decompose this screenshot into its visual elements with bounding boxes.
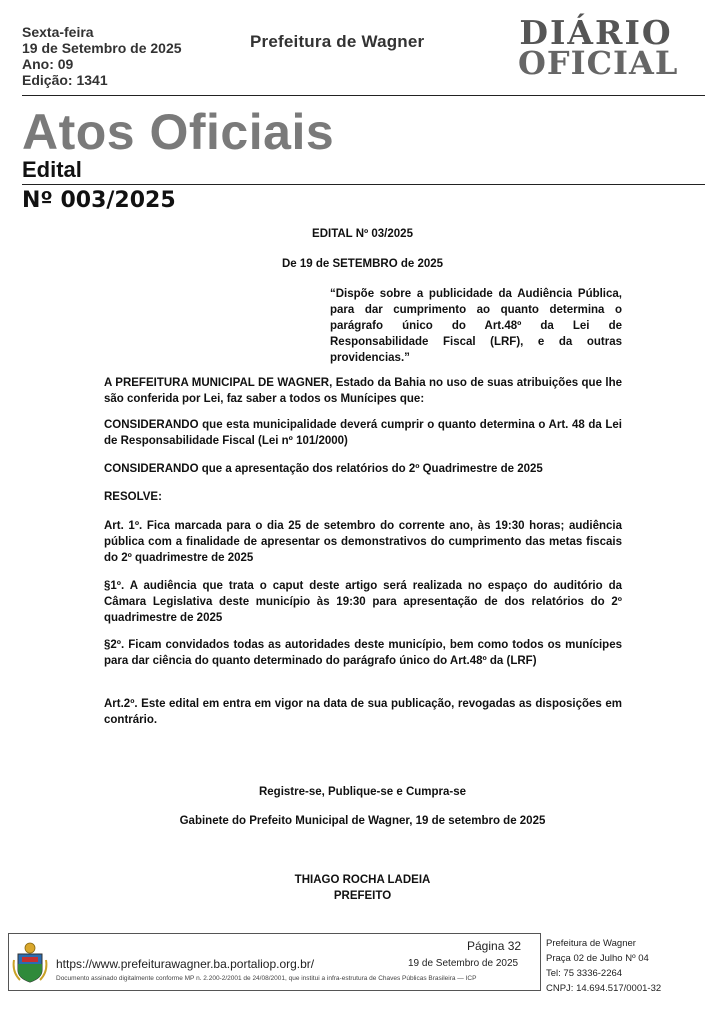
paragraph-par-1: §1º. A audiência que trata o caput deste artigo será realizada no espaço do auditório da Câmara Legislativa deste município às 19:30 para apresentação de dos relatórios do 2º quadrimestre de 2025 (104, 580, 622, 624)
logo-line-2: OFICIAL (518, 44, 679, 82)
paragraph-considerando-2: CONSIDERANDO que a apresentação dos relatórios do 2º Quadrimestre de 2025 (104, 463, 543, 475)
category-title: Edital (22, 157, 82, 182)
address-cnpj: CNPJ: 14.694.517/0001-32 (546, 983, 662, 994)
edital-title: EDITAL Nº 03/2025 (312, 228, 413, 240)
section-title: Atos Oficiais (22, 104, 335, 160)
header-edition: Edição: 1341 (22, 72, 108, 88)
document-number: Nº 003/2025 (22, 188, 176, 213)
paragraph-art-1: Art. 1º. Fica marcada para o dia 25 de setembro do corrente ano, às 19:30 horas; audiência pública com a finalidade de apresentar os demonstrativos do cumprimento das metas fiscais do 2º quadrimestre de 2025 (104, 520, 622, 564)
header-meta (22, 24, 182, 88)
header-divider (22, 95, 705, 96)
signer-role: PREFEITO (333, 890, 392, 902)
header-municipality: Prefeitura de Wagner (250, 32, 425, 51)
logo-line-1: DIÁRIO (519, 13, 673, 52)
header-year: Ano: 09 (22, 56, 74, 72)
paragraph-preamble: A PREFEITURA MUNICIPAL DE WAGNER, Estado da Bahia no uso de suas atribuições que lhe são conferida por Lei, faz saber a todos os Munícipes que: (104, 377, 622, 405)
paragraph-resolve: RESOLVE: (104, 491, 162, 503)
footer-disclaimer: Documento assinado digitalmente conforme MP n. 2.200-2/2001 de 24/08/2001, que institui a infra-estrutura de Chaves Públicas Brasileira — ICP (56, 975, 477, 982)
header-date: 19 de Setembro de 2025 (22, 40, 182, 56)
paragraph-par-2: §2º. Ficam convidados todas as autoridades deste município, bem como todos os munícipes para dar ciência do quanto determinado do parágrafo único do Art.48º da (LRF) (104, 639, 622, 667)
signer-name: THIAGO ROCHA LADEIA (294, 874, 431, 886)
address-name: Prefeitura de Wagner (546, 938, 636, 949)
address-street: Praça 02 de Julho Nº 04 (546, 953, 649, 964)
closing-line: Registre-se, Publique-se e Cumpra-se (258, 786, 467, 798)
footer-page-number: Página 32 (467, 939, 522, 953)
category-divider (22, 184, 705, 185)
footer-date: 19 de Setembro de 2025 (408, 958, 519, 969)
paragraph-art-2: Art.2º. Este edital em entra em vigor na data de sua publicação, revogadas as disposições em contrário. (104, 698, 622, 726)
address-phone: Tel: 75 3336-2264 (546, 968, 623, 979)
place-date-line: Gabinete do Prefeito Municipal de Wagner, 19 de setembro de 2025 (179, 815, 546, 827)
edital-date: De 19 de SETEMBRO de 2025 (281, 258, 444, 270)
footer-url-link[interactable]: https://www.prefeiturawagner.ba.portaliop.org.br/ (56, 957, 315, 971)
header-weekday: Sexta-feira (22, 24, 94, 40)
footer-address (546, 936, 661, 996)
municipal-crest-icon (12, 940, 48, 984)
diario-oficial-logo (518, 13, 679, 82)
edital-ementa: “Dispõe sobre a publicidade da Audiência Pública, para dar cumprimento ao quanto determina o parágrafo único do Art.48º da Lei de Responsabilidade Fiscal (LRF), e da outras providencias.” (330, 288, 622, 364)
paragraph-considerando-1: CONSIDERANDO que esta municipalidade deverá cumprir o quanto determina o Art. 48 da Lei de Responsabilidade Fiscal (Lei nº 101/2000) (104, 419, 622, 447)
